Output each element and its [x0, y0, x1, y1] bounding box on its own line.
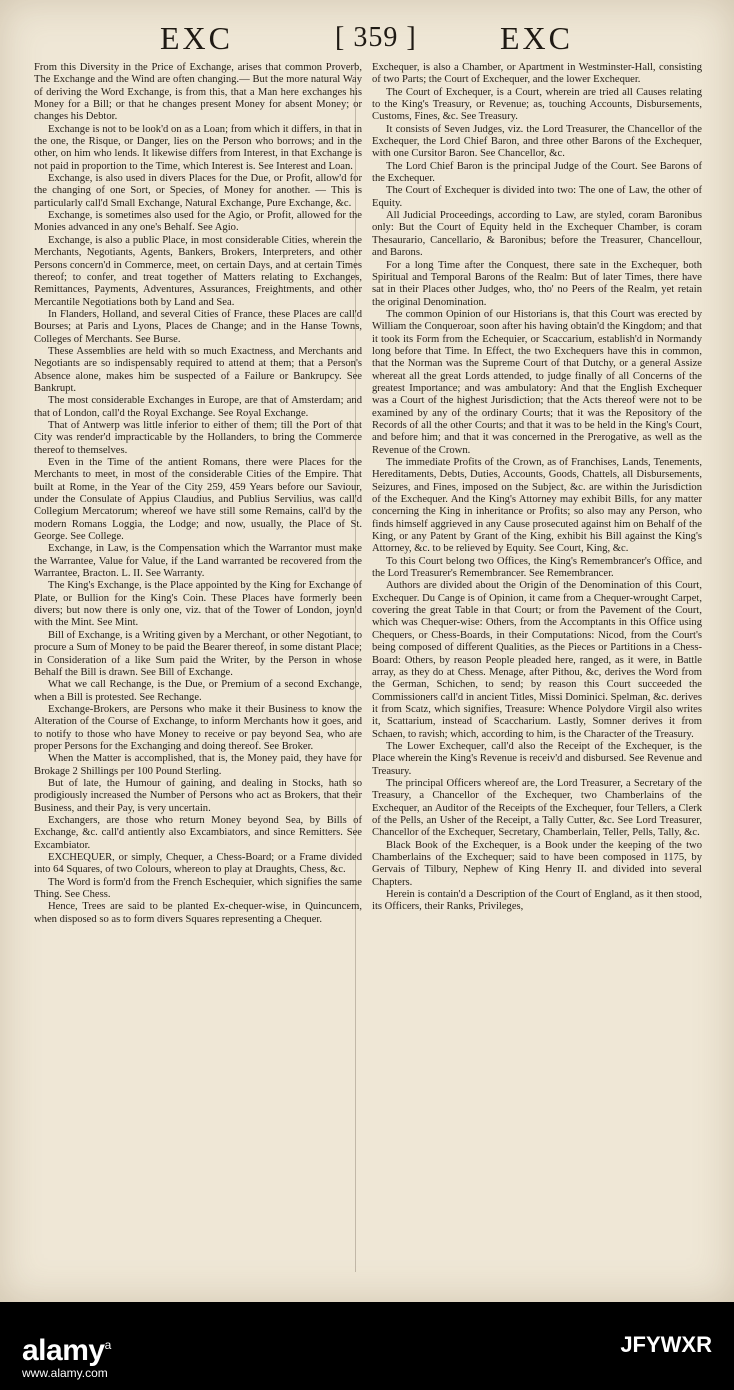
- paragraph: The Word is form'd from the French Eschequier, which signifies the same Thing. See Chess.: [34, 876, 362, 901]
- paragraph: The Court of Exchequer, is a Court, wherein are tried all Causes relating to the King's Treasury, or Revenue; as, touching Accounts, Disbursements, Customs, Fines, &c. See Treasury.: [372, 86, 702, 123]
- site-url: www.alamy.com: [22, 1366, 108, 1380]
- paragraph: Exchange is not to be look'd on as a Loan; from which it differs, in that in the one, the Risque, or Danger, lies on the Person who borrows; and in the other, on him who lends. It likewise differs from Interest, in that Exchange is not paid in proportion to the Time, which Interest is. See Interest and Loan.: [34, 123, 362, 172]
- stock-image-id: JFYWXR: [620, 1332, 712, 1357]
- paragraph: But of late, the Humour of gaining, and dealing in Stocks, hath so prodigiously increased the Number of Persons who act as Brokers, that their Business, and their Pay, is very uncertain.: [34, 777, 362, 814]
- paragraph: The most considerable Exchanges in Europe, are that of Amsterdam; and that of London, call'd the Royal Exchange. See Royal Exchange.: [34, 395, 362, 419]
- paragraph: Bill of Exchange, is a Writing given by a Merchant, or other Negotiant, to procure a Sum of Money to be paid the Bearer thereof, in some distant Place; in Consideration of a like Sum paid the Writer, by the Person in whose Behalf the Bill is drawn. See Bill of Exchange.: [34, 629, 362, 678]
- paragraph: Exchange-Brokers, are Persons who make it their Business to know the Alteration of the Course of Exchange, to inform Merchants how it goes, and to notify to those who have Money to receive or pay beyond Sea, who are proper Persons for the Exchanging and doing thereof. See Broker.: [34, 703, 362, 752]
- paragraph: Exchange, is also a public Place, in most considerable Cities, wherein the Merchants, Negotiants, Agents, Bankers, Brokers, Interpreters, and other Persons concern'd in Commerce, meet, on certain Days, and at certain Times thereof; to confer, and treat together of Matters relating to Exchanges, Remittances, Payments, Adventures, Assurances, Freightments, and other Mercantile Negotiations both by Land and Sea.: [34, 234, 362, 308]
- paragraph: Exchange, is also used in divers Places for the Due, or Profit, allow'd for the changing of one Sort, or Species, of Money for another. — This is particularly call'd Small Exchange, Natural Exchange, Pure Exchange, &c.: [34, 173, 362, 209]
- paragraph: Exchequer, is also a Chamber, or Apartment in Westminster-Hall, consisting of two Parts; the Court of Exchequer, and the lower Exchequer.: [372, 62, 702, 86]
- page-number: [ 359 ]: [335, 22, 417, 53]
- paragraph: For a long Time after the Conquest, there sate in the Exchequer, both Spiritual and Temporal Barons of the Realm: But of later Times, there have sat in their Places other Judges, who, tho' no Peers of the Realm, yet retain the original Denomination.: [372, 259, 702, 308]
- header-left-word: EXC: [160, 20, 233, 56]
- paragraph: That of Antwerp was little inferior to either of them; till the Port of that City was render'd impracticable by the Hollanders, to bring the Commerce thereof to themselves.: [34, 419, 362, 456]
- paragraph: The King's Exchange, is the Place appointed by the King for Exchange of Plate, or Bullion for the King's Coin. These Places have formerly been divers; but now there is only one, viz. that of the Tower of London, joyn'd with the Mint. See Mint.: [34, 580, 362, 629]
- paragraph: These Assemblies are held with so much Exactness, and Merchants and Negotiants are so indispensably required to attend at them; that a Person's Absence alone, makes him be suspected of a Failure or Bankrupcy. See Bankrupt.: [34, 345, 362, 394]
- paragraph: It consists of Seven Judges, viz. the Lord Treasurer, the Chancellor of the Exchequer, the Lord Chief Baron, and three other Barons of the Exchequer, with one Cursitor Baron. See Chancellor, &c.: [372, 123, 702, 160]
- paragraph: Authors are divided about the Origin of the Denomination of this Court, Exchequer. Du Cange is of Opinion, it came from a Chequer-wrought Carpet, covering the great Table in that Court; or from the Pavement of the Court, which was Chequer-wise: Others, from the Accomptants in this Office using Chequers, or Chess-Boards, in their Computations: Nicod, from the Court's being composed of different Qualities, as the Pieces or Partitions in a Chess-Board: Others, by reason People pleaded here, ranged, as it were, in Battle array, as they do at Chess. Menage, after Pithou, &c, derives the Word from the German, Schichen, to send; by reason this Court succeeded the Commissioners call'd in ancient Titles, Missi Dominici. Spelman, &c. derives it from Scatz, which signifies, Treasure: Whence Polydore Virgil also writes it, Scattarium, instead of Scaccharium. Lastly, Somner derives it from Schaen, to ravish; which, according to him, is the Character of the Treasury.: [372, 580, 702, 740]
- paragraph: The Lord Chief Baron is the principal Judge of the Court. See Barons of the Exchequer.: [372, 160, 702, 185]
- running-header: [0, 18, 734, 58]
- paragraph: When the Matter is accomplished, that is, the Money paid, they have for Brokage 2 Shillings per 100 Pound Sterling.: [34, 753, 362, 777]
- paragraph: The principal Officers whereof are, the Lord Treasurer, a Secretary of the Treasury, a Chancellor of the Exchequer, two Chamberlains of the Exchequer, an Auditor of the Receipts of the Exchequer, four Tellers, a Clerk of the Pells, an Usher of the Receipt, a Tally Cutter, &c. See Lord Treasurer, Chancellor of the Exchequer, Secretary, Chamberlain, Teller, Pells, Tally, &c.: [372, 777, 702, 839]
- paragraph: The Court of Exchequer is divided into two: The one of Law, the other of Equity.: [372, 185, 702, 209]
- paragraph: The Lower Exchequer, call'd also the Receipt of the Exchequer, is the Place wherein the King's Revenue is receiv'd and disbursed. See Revenue and Treasury.: [372, 740, 702, 777]
- paragraph: EXCHEQUER, or simply, Chequer, a Chess-Board; or a Frame divided into 64 Squares, of two Colours, whereon to play at Draughts, Chess, &c.: [34, 852, 362, 876]
- header-right-word: EXC: [500, 20, 573, 56]
- paragraph: Herein is contain'd a Description of the Court of England, as it then stood, its Officers, their Ranks, Privileges,: [372, 889, 702, 913]
- paragraph: Even in the Time of the antient Romans, there were Places for the Merchants to meet, in most of the considerable Cities of the Empire. That built at Rome, in the Year of the City 259, 459 Years before our Saviour, under the Consulate of Appius Claudius, and Publius Servilius, was call'd Collegium Mercatorum; whereof we have still some Remains, call'd by the modern Romans Loggia, the Lodge; and now, usually, the Place of St. George. See College.: [34, 457, 362, 543]
- paragraph: Hence, Trees are said to be planted Ex-chequer-wise, in Quincuncem, when disposed so as to form divers Squares representing a Chequer.: [34, 901, 362, 925]
- paragraph: Exchange, is sometimes also used for the Agio, or Profit, allowed for the Monies advanced in any one's Behalf. See Agio.: [34, 210, 362, 234]
- paragraph: From this Diversity in the Price of Exchange, arises that common Proverb, The Exchange and the Wind are often changing.— But the more natural Way of deriving the Word Exchange, is from this, that a Man here exchanges his Money for a Bill; or that he changes present Money for absent Money; or changes his Debtor.: [34, 62, 362, 123]
- paragraph: The immediate Profits of the Crown, as of Franchises, Lands, Tenements, Hereditaments, Debts, Duties, Accounts, Goods, Chattels, all Disbursements, Seizures, and Fines, imposed on the Subject, &c. are within the Jurisdiction of the Exchequer. And the King's Attorney may exhibit Bills, for any matter concerning the King in inheritance or Profits; so also may any Person, who finds himself aggrieved in any Cause prosecuted against him on Behalf of the King, or any Patent by Grant of the King, exhibit his Bill against the King's Attorney, &c. to be relieved by Equity. See Court, King, &c.: [372, 457, 702, 555]
- paragraph: What we call Rechange, is the Due, or Premium of a second Exchange, when a Bill is protested. See Rechange.: [34, 679, 362, 703]
- left-text-column: [34, 62, 362, 926]
- paragraph: To this Court belong two Offices, the King's Remembrancer's Office, and the Lord Treasurer's Remembrancer. See Remembrancer.: [372, 555, 702, 580]
- column-divider: [355, 62, 356, 1272]
- paragraph: Exchangers, are those who return Money beyond Sea, by Bills of Exchange, &c. call'd antiently also Excambiators, and since Remitters. See Excambiator.: [34, 814, 362, 851]
- alamy-logo: alamy$^a$: [22, 1334, 111, 1367]
- paragraph: Exchange, in Law, is the Compensation which the Warrantor must make the Warrantee, Value for Value, if the Land warranted be recovered from the Warrantee, Bracton. L. II. See Warranty.: [34, 543, 362, 580]
- paragraph: Black Book of the Exchequer, is a Book under the keeping of the two Chamberlains of the Exchequer; said to have been composed in 1175, by Gervais of Tilbury, Nephew of King Henry II. and divided into several Chapters.: [372, 839, 702, 888]
- paragraph: All Judicial Proceedings, according to Law, are styled, coram Baronibus only: But the Court of Equity held in the Exchequer Chamber, is coram Thesaurario, Cancellario, & Baronibus; before the Treasurer, Chancellour, and Barons.: [372, 210, 702, 259]
- right-text-column: [372, 62, 702, 914]
- paragraph: The common Opinion of our Historians is, that this Court was erected by William the Conqueroar, soon after his having obtain'd the Kingdom; and that it took its Form from the Echequier, or Scaccarium, establish'd in Normandy long before that Time. In Effect, the two Exchequers have this in common, that the Norman was the Supreme Court of that Dutchy, or a general Assize whereat all the great Lords attended, to judge finally of all Concerns of the greatest Importance; and was ambulatory: And that the English Exchequer was a Court of the highest Jurisdiction; that the Acts thereof were not to be examined by any of the ordinary Courts; that it was the Repository of the Records of all the other Courts; and that it was to be held in the King's Court, and before him; and that it was concerned in the Prerogative, as well as the Revenue of the Crown.: [372, 308, 702, 456]
- paragraph: In Flanders, Holland, and several Cities of France, these Places are call'd Bourses; at Paris and Lyons, Places de Change; and in the Hanse Towns, Colleges of Merchants. See Burse.: [34, 308, 362, 345]
